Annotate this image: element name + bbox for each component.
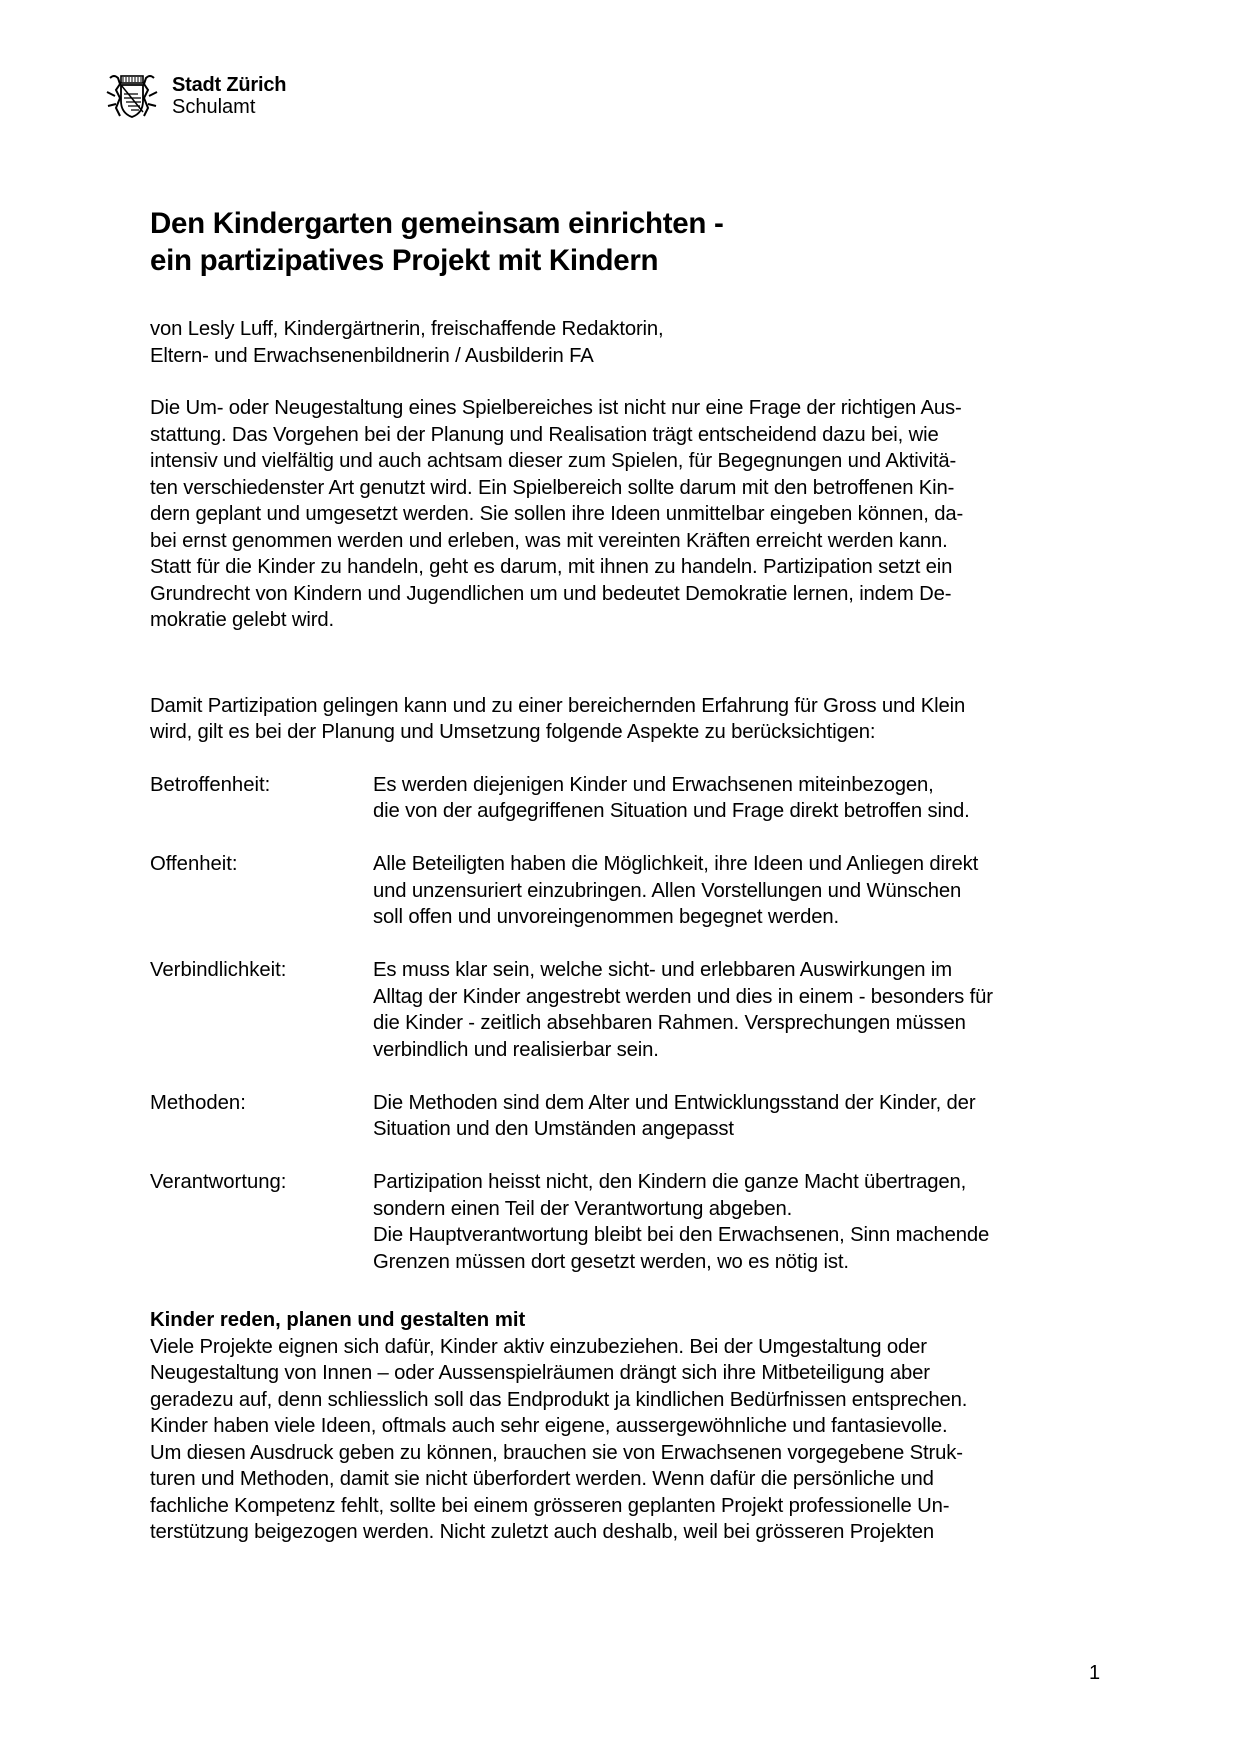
description-line: Grenzen müssen dort gesetzt werden, wo es nötig ist. [373,1250,849,1273]
description-line: Die Methoden sind dem Alter und Entwicklungsstand der Kinder, der [373,1091,976,1114]
title-line: Den Kindergarten gemeinsam einrichten - [150,207,724,240]
author-info [150,316,1100,369]
description-line: sondern einen Teil der Verantwortung abgeben. [373,1197,793,1220]
description-line: die von der aufgegriffenen Situation und Frage direkt betroffen sind. [373,800,970,822]
aspects-list [150,772,1100,1276]
aspect-description [373,772,1100,825]
aspect-item [150,1090,1100,1143]
description-line: die Kinder - zeitlich absehbaren Rahmen. Versprechungen müssen [373,1012,966,1034]
author-line: von Lesly Luff, Kindergärtnerin, freischaffende Redaktorin, [150,318,664,340]
aspect-label: Verantwortung: [150,1171,287,1193]
header-logo [104,72,286,120]
paragraph-line: Die Um- oder Neugestaltung eines Spielbereiches ist nicht nur eine Frage der richtigen Aus- [150,397,962,419]
document-title [150,205,1100,279]
aspect-description [373,851,1100,931]
paragraph-line: mokratie gelebt wird. [150,609,334,631]
description-line: Alle Beteiligten haben die Möglichkeit, ihre Ideen und Anliegen direkt [373,853,979,875]
paragraph-line: Viele Projekte eignen sich dafür, Kinder aktiv einzubeziehen. Bei der Umgestaltung oder [150,1335,927,1358]
aspect-label: Offenheit: [150,853,238,875]
description-line: soll offen und unvoreingenommen begegnet werden. [373,906,839,928]
description-line: und unzensuriert einzubringen. Allen Vorstellungen und Wünschen [373,879,962,902]
paragraph-line: Um diesen Ausdruck geben zu können, brauchen sie von Erwachsenen vorgegebene Struk- [150,1441,963,1464]
paragraph-line: bei ernst genommen werden und erleben, was mit vereinten Kräften erreicht werden kann. [150,529,948,552]
section-paragraph [150,1334,1100,1546]
page-number: 1 [1089,1662,1101,1684]
paragraph-line: Damit Partizipation gelingen kann und zu einer bereichernden Erfahrung für Gross und Klein [150,694,966,717]
aspect-item [150,851,1100,931]
aspect-description [373,957,1100,1063]
description-line: Alltag der Kinder angestrebt werden und dies in einem - besonders für [373,985,993,1008]
section-heading: Kinder reden, planen und gestalten mit [150,1309,526,1331]
aspect-item [150,957,1100,1063]
paragraph-line: geradezu auf, denn schliesslich soll das Endprodukt ja kindlichen Bedürfnissen entsprechen. [150,1388,968,1411]
paragraph-line: Neugestaltung von Innen – oder Aussenspielräumen drängt sich ihre Mitbeteiligung aber [150,1362,930,1384]
description-line: Es werden diejenigen Kinder und Erwachsenen miteinbezogen, [373,773,934,796]
paragraph-line: ten verschiedenster Art genutzt wird. Ein Spielbereich sollte darum mit den betroffenen Kin- [150,476,955,499]
paragraph-line: fachliche Kompetenz fehlt, sollte bei einem grösseren geplanten Projekt professionelle Un- [150,1494,950,1517]
paragraph-line: wird, gilt es bei der Planung und Umsetzung folgende Aspekte zu berücksichtigen: [150,721,876,743]
zurich-coat-of-arms-icon [104,72,160,120]
aspect-label: Verbindlichkeit: [150,959,287,981]
description-line: Die Hauptverantwortung bleibt bei den Erwachsenen, Sinn machende [373,1224,990,1246]
title-line: ein partizipatives Projekt mit Kindern [150,244,659,277]
org-name: Stadt Zürich [172,74,287,96]
aspect-description [373,1090,1100,1143]
aspect-description [373,1169,1100,1275]
document-body [150,205,1100,1546]
author-line: Eltern- und Erwachsenenbildnerin / Ausbilderin FA [150,344,594,367]
description-line: Situation und den Umständen angepasst [373,1118,734,1140]
description-line: Es muss klar sein, welche sicht- und erlebbaren Auswirkungen im [373,959,952,981]
aspect-label: Methoden: [150,1091,246,1114]
paragraph-line: Kinder haben viele Ideen, oftmals auch sehr eigene, aussergewöhnliche und fantasievolle. [150,1415,948,1437]
paragraph-line: turen und Methoden, damit sie nicht überfordert werden. Wenn dafür die persönliche und [150,1468,934,1490]
paragraph-line: Grundrecht von Kindern und Jugendlichen um und bedeutet Demokratie lernen, indem De- [150,582,952,605]
paragraph-line: stattung. Das Vorgehen bei der Planung und Realisation trägt entscheidend dazu bei, wie [150,423,939,446]
paragraph-line: terstützung beigezogen werden. Nicht zuletzt auch deshalb, weil bei grösseren Projekten [150,1521,935,1543]
description-line: Partizipation heisst nicht, den Kindern die ganze Macht übertragen, [373,1171,967,1193]
paragraph-line: dern geplant und umgesetzt werden. Sie sollen ihre Ideen unmittelbar eingeben können, da- [150,503,964,525]
aspect-item [150,772,1100,825]
paragraph-line: Statt für die Kinder zu handeln, geht es darum, mit ihnen zu handeln. Partizipation setzt ein [150,556,953,578]
intro-paragraph [150,395,1100,634]
paragraph-line: intensiv und vielfältig und auch achtsam dieser zum Spielen, für Begegnungen und Aktivitä- [150,450,957,472]
lead-paragraph [150,693,1100,746]
aspect-label: Betroffenheit: [150,773,271,796]
department-name: Schulamt [172,96,256,118]
description-line: verbindlich und realisierbar sein. [373,1038,659,1061]
aspect-item [150,1169,1100,1275]
